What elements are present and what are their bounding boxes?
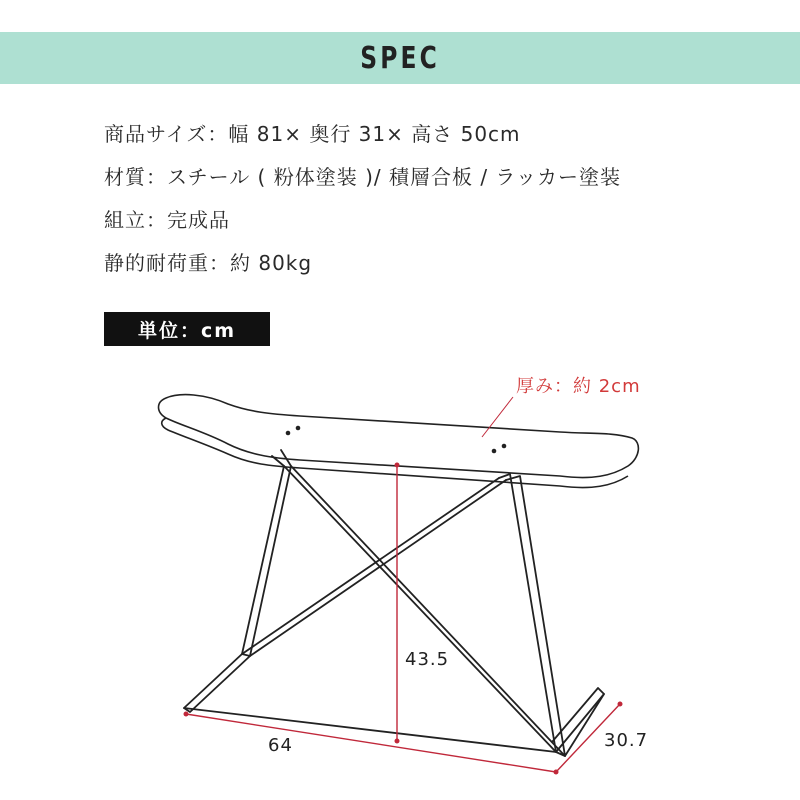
spec-title: SPEC	[360, 40, 440, 76]
steel-frame	[184, 450, 604, 756]
spec-size: 商品サイズ：幅 81× 奥行 31× 高さ 50cm	[104, 122, 521, 146]
unit-label: 単位：cm	[104, 312, 270, 346]
skateboard-deck	[159, 395, 639, 488]
thickness-leader	[482, 397, 513, 437]
thickness-label: 厚み：約 2cm	[516, 376, 641, 397]
spec-load: 静的耐荷重：約 80kg	[104, 251, 313, 275]
depth-dimension-label: 30.7	[604, 730, 649, 751]
spec-assembly: 組立：完成品	[104, 208, 230, 232]
deck-bolts	[286, 426, 507, 454]
width-dimension-label: 64	[268, 735, 293, 756]
height-dimension-label: 43.5	[405, 649, 450, 670]
spec-material: 材質：スチール ( 粉体塗装 )/ 積層合板 / ラッカー塗装	[104, 165, 622, 189]
